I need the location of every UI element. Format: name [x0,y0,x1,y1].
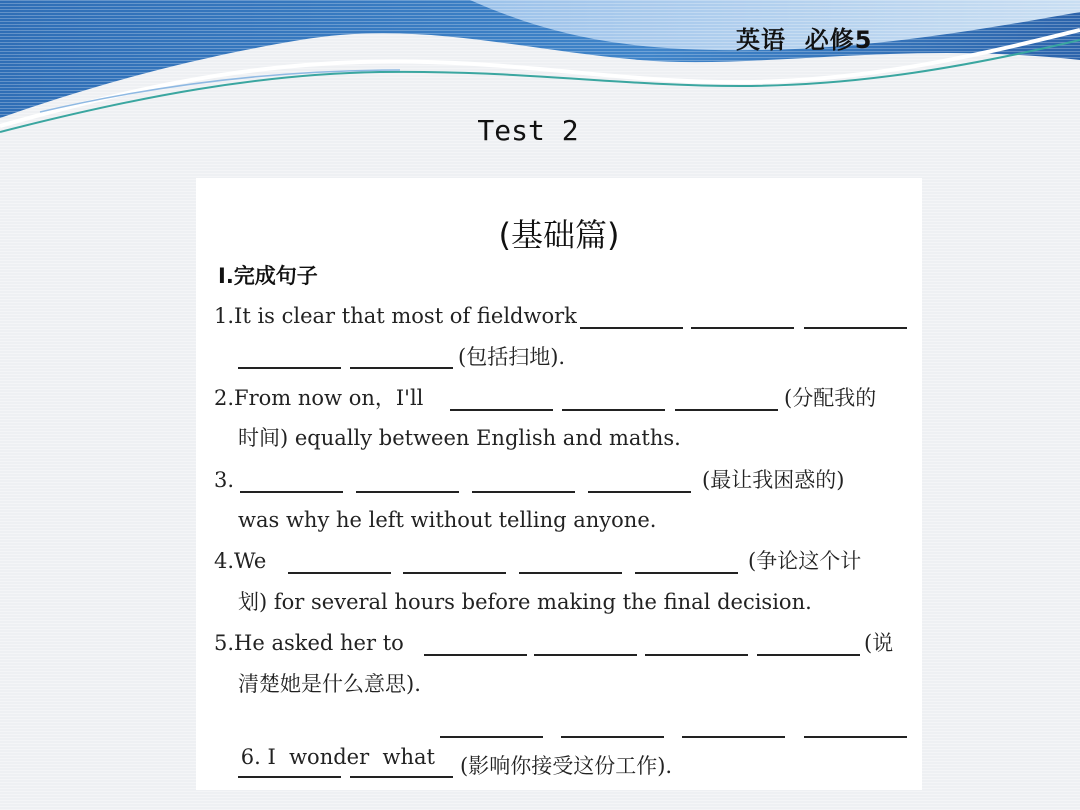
question-prompt: It is clear that most of fieldwork [234,304,577,328]
question-number: 5. [214,631,235,655]
answer-blank[interactable] [403,572,506,574]
answer-blank[interactable] [440,736,543,738]
answer-blank[interactable] [562,409,665,411]
question-number: 2. [214,386,235,410]
question-prompt: We [234,549,267,573]
answer-blank[interactable] [804,736,907,738]
question-continuation: was why he left without telling anyone. [238,508,657,532]
question-continuation: 清楚她是什么意思). [238,672,421,696]
test-title: Test 2 [477,114,579,147]
answer-blank[interactable] [561,736,664,738]
question-number: 6. [240,745,261,769]
question-4-line-1 [214,545,266,577]
question-continuation: 时间) equally between English and maths. [238,426,681,450]
answer-blank[interactable] [472,491,575,493]
answer-blank[interactable] [350,776,453,778]
question-number: 3. [214,468,235,492]
question-number: 4. [214,549,235,573]
question-1-line-1 [214,300,577,332]
answer-blank[interactable] [534,654,637,656]
question-hint: (争论这个计 [748,549,862,573]
question-3-line-1 [214,464,234,496]
question-hint: (分配我的 [784,386,877,410]
answer-blank[interactable] [356,491,459,493]
answer-blank[interactable] [519,572,622,574]
answer-blank[interactable] [645,654,748,656]
question-6-line-1 [214,709,435,769]
question-prompt: From now on，I'll [234,386,424,410]
answer-blank[interactable] [635,572,738,574]
answer-blank[interactable] [424,654,527,656]
question-number: 1. [214,304,235,328]
question-prompt: I wonder what [267,745,435,769]
part-heading: Ⅰ.完成句子 [218,264,318,288]
exercise-card [196,178,922,790]
answer-blank[interactable] [288,572,391,574]
answer-blank[interactable] [238,776,341,778]
question-hint: (最让我困惑的) [702,468,845,492]
answer-blank[interactable] [682,736,785,738]
question-prompt: He asked her to [234,631,404,655]
question-hint: (包括扫地). [458,345,566,369]
answer-blank[interactable] [757,654,860,656]
question-hint: (说 [864,631,894,655]
question-hint: (影响你接受这份工作). [460,754,673,778]
answer-blank[interactable] [350,367,453,369]
answer-blank[interactable] [691,327,794,329]
answer-blank[interactable] [580,327,683,329]
section-title: (基础篇) [498,216,620,254]
course-label: 英语 必修5 [736,26,873,54]
answer-blank[interactable] [675,409,778,411]
answer-blank[interactable] [804,327,907,329]
question-2-line-1 [214,382,423,414]
question-5-line-1 [214,627,404,659]
answer-blank[interactable] [450,409,553,411]
answer-blank[interactable] [588,491,691,493]
answer-blank[interactable] [238,367,341,369]
question-continuation: 划) for several hours before making the final decision. [238,590,812,614]
answer-blank[interactable] [240,491,343,493]
